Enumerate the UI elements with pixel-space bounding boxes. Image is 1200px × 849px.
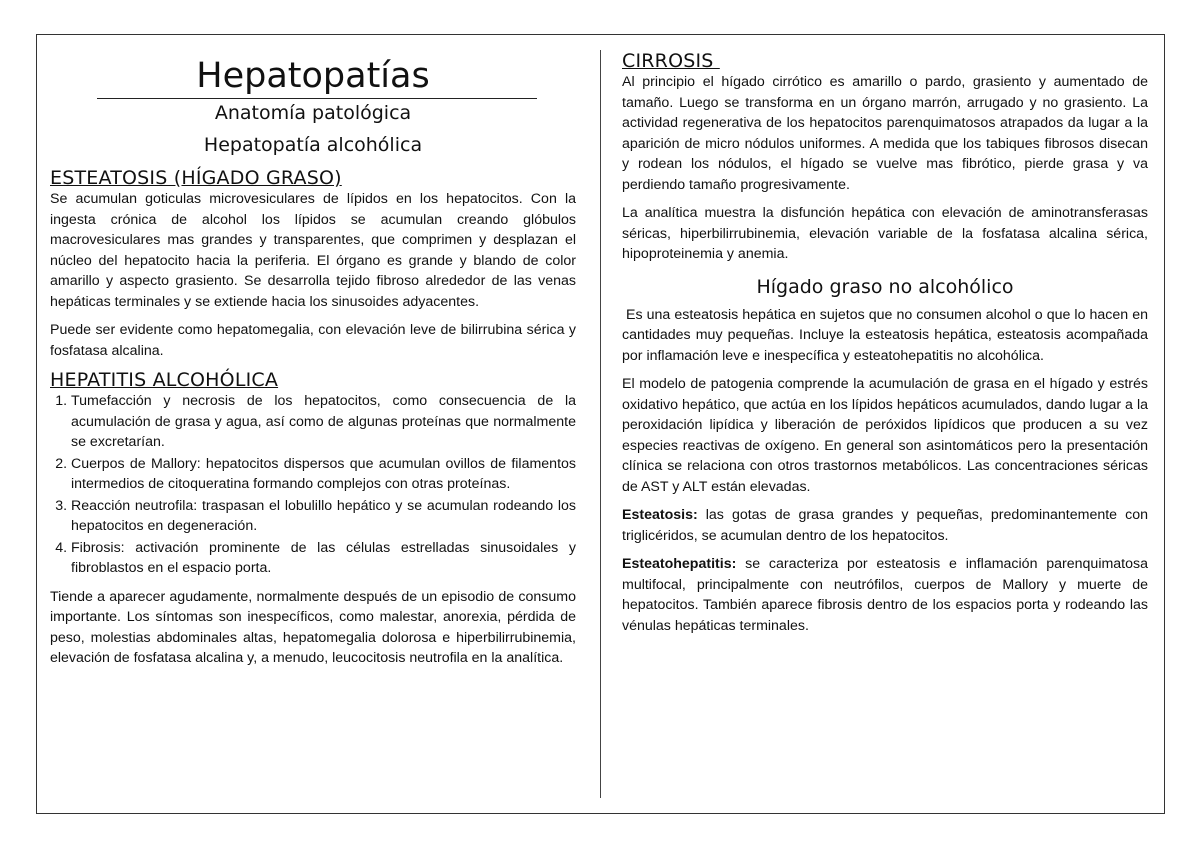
esteatohepatitis-term: Esteatohepatitis: bbox=[622, 556, 737, 572]
cirrosis-heading: CIRROSIS bbox=[622, 50, 720, 72]
list-item: 4. Fibrosis: activación prominente de las células estrelladas sinusoidales y fibroblastos en el espacio porta. bbox=[71, 538, 576, 579]
esteatosis-paragraph-2: Puede ser evidente como hepatomegalia, con elevación leve de bilirrubina sérica y fosfatasa alcalina. bbox=[50, 322, 576, 359]
left-column bbox=[50, 50, 576, 677]
esteatohepatitis-definition-text: se caracteriza por esteatosis e inflamación parenquimatosa multifocal, principalmente con neutrófilos, cuerpos de Mallory y muerte de hepatocitos. También aparece fibrosis dentro de los espacios porta y rodeando las vénulas hepáticas terminales. bbox=[622, 556, 1148, 634]
list-item: 1. Tumefacción y necrosis de los hepatocitos, como consecuencia de la acumulación de grasa y agua, así como de algunas proteínas que normalmente se excretarían. bbox=[71, 391, 576, 453]
nafld-paragraph-2: El modelo de patogenia comprende la acumulación de grasa en el hígado y estrés oxidativo hepático, que actúa en los lípidos hepáticos acumulados, dando lugar a la peroxidación lipídica y liberación de peróxidos lipídicos que producen a su vez especies reactivas de oxígeno. En general son asintomáticos pero la presentación clínica se relaciona con otros trastornos metabólicos. Las concentraciones séricas de AST y ALT están elevadas. bbox=[622, 376, 1148, 495]
title-underline bbox=[97, 98, 537, 99]
esteatosis-paragraph-1: Se acumulan goticulas microvesiculares de lípidos en los hepatocitos. Con la ingesta crónica de alcohol los lípidos se acumulan creando glóbulos macrovesiculares mas grandes y transparentes, que comprimen y desplazan el núcleo del hepatocito hacia la periferia. El órgano es grande y blando de color amarillo y aspecto grasiento. Se desarrolla tejido fibroso alrededor de las venas hepáticas terminales y se extiende hacia los sinusoides adyacentes. bbox=[50, 191, 576, 310]
cirrosis-paragraph-2: La analítica muestra la disfunción hepática con elevación de aminotransferasas séricas, hiperbilirrubinemia, elevación variable de la fosfatasa alcalina sérica, hipoproteinemia y anemia. bbox=[622, 205, 1148, 262]
subtitle-section: Hepatopatía alcohólica bbox=[203, 134, 423, 156]
right-column bbox=[622, 50, 1152, 644]
list-item: 2. Cuerpos de Mallory: hepatocitos dispersos que acumulan ovillos de filamentos intermedios de citoqueratina formando complejos con otras proteínas. bbox=[71, 454, 576, 495]
hepatitis-paragraph: Tiende a aparecer agudamente, normalmente después de un episodio de consumo importante. Los síntomas son inespecíficos, como malestar, anorexia, pérdida de peso, molestias abdominales altas, hepatomegalia dolorosa e hiperbilirrubinemia, elevación de fosfatasa alcalina y, a menudo, leucocitosis neutrofila en la analítica. bbox=[50, 588, 576, 666]
hepatitis-heading: HEPATITIS ALCOHÓLICA bbox=[50, 369, 279, 391]
nafld-paragraph-1: Es una esteatosis hepática en sujetos que no consumen alcohol o que lo hacen en cantidades muy pequeñas. Incluye la esteatosis hepática, esteatosis acompañada por inflamación leve e inespecífica y esteatohepatitis no alcohólica. bbox=[622, 306, 1152, 364]
column-divider bbox=[600, 50, 601, 798]
nafld-heading: Hígado graso no alcohólico bbox=[756, 275, 1014, 298]
list-item: 3. Reacción neutrofila: traspasan el lobulillo hepático y se acumulan rodeando los hepatocitos en degeneración. bbox=[71, 496, 576, 537]
esteatosis-definition-text: las gotas de grasa grandes y pequeñas, predominantemente con triglicéridos, se acumulan dentro de los hepatocitos. bbox=[622, 507, 1148, 544]
document-title: Hepatopatías bbox=[196, 56, 430, 96]
esteatosis-heading: ESTEATOSIS (HÍGADO GRASO) bbox=[50, 167, 342, 189]
esteatosis-term: Esteatosis: bbox=[622, 507, 698, 523]
cirrosis-paragraph-1: Al principio el hígado cirrótico es amarillo o pardo, grasiento y aumentado de tamaño. Luego se transforma en un órgano marrón, arrugado y no grasiento. La actividad regenerativa de los hepatocitos parenquimatosos atrapados da lugar a la aparición de micro nódulos uniformes. A medida que los tabiques fibrosos disecan y rodean los nódulos, el hígado se vuelve mas fibrótico, pierde grasa y va perdiendo tamaño progresivamente. bbox=[622, 74, 1148, 193]
hepatitis-list bbox=[50, 391, 576, 579]
esteatohepatitis-definition bbox=[622, 554, 1148, 636]
subtitle: Anatomía patológica bbox=[214, 102, 412, 124]
esteatosis-definition bbox=[622, 505, 1148, 546]
